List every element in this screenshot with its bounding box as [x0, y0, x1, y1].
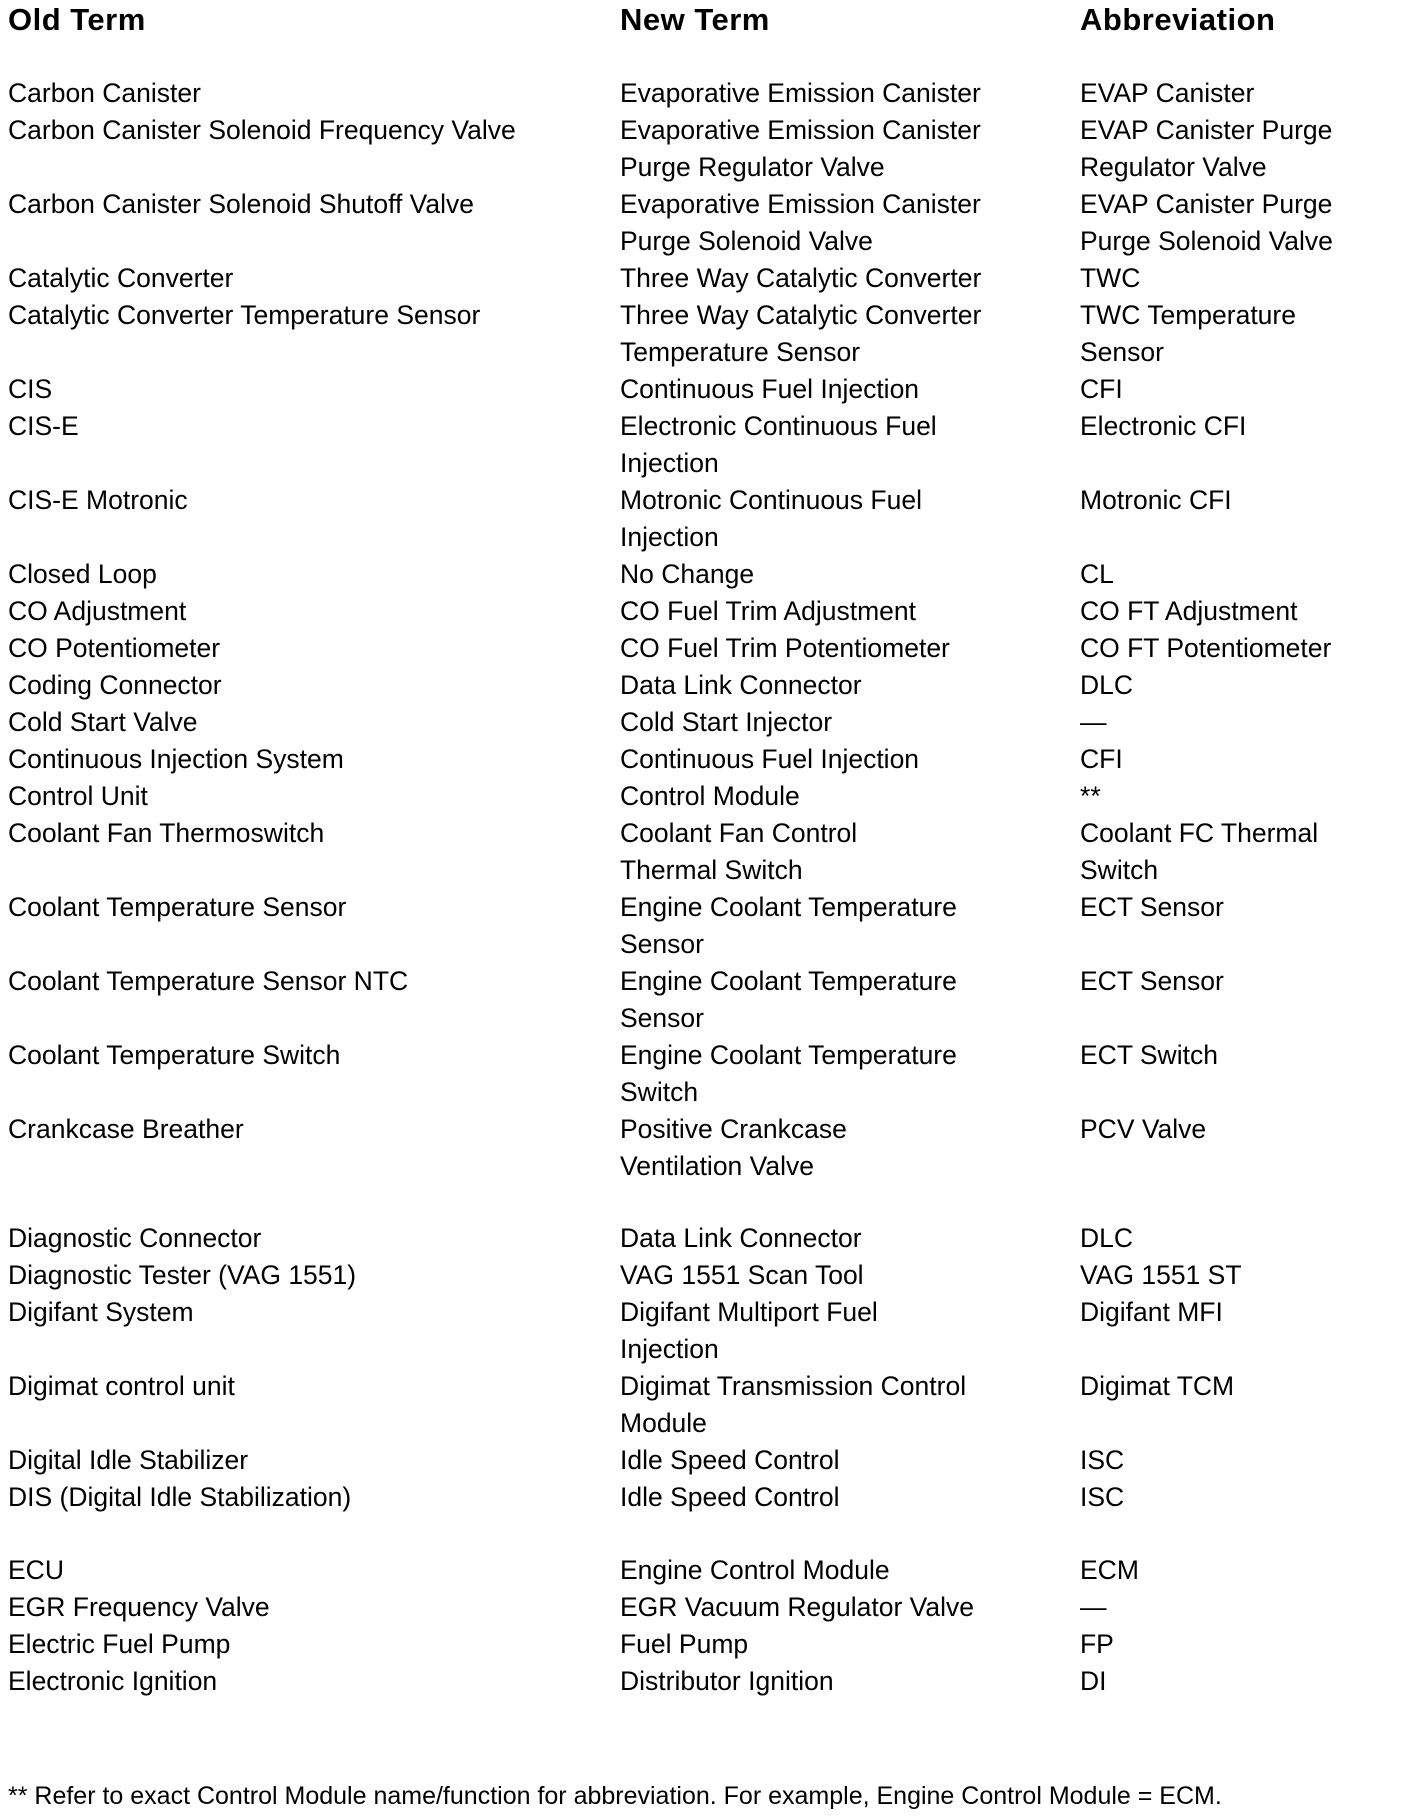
new-term: Engine Coolant Temperature Sensor	[620, 892, 957, 959]
abbreviation: Coolant FC Thermal Switch	[1080, 818, 1319, 885]
old-term: Crankcase Breather	[8, 1114, 244, 1144]
abbreviation: DLC	[1080, 1223, 1134, 1253]
old-term: Electronic Ignition	[8, 1666, 218, 1696]
abbreviation: EVAP Canister Purge Purge Solenoid Valve	[1080, 189, 1333, 256]
old-term: Carbon Canister Solenoid Shutoff Valve	[8, 189, 475, 219]
abbreviation: Digimat TCM	[1080, 1371, 1235, 1401]
old-term: Digifant System	[8, 1297, 194, 1327]
old-term: Control Unit	[8, 781, 148, 811]
new-term: Engine Control Module	[620, 1555, 890, 1585]
abbreviation: DLC	[1080, 670, 1134, 700]
old-term: Cold Start Valve	[8, 707, 198, 737]
new-term: Control Module	[620, 781, 800, 811]
abbreviation: **	[1080, 781, 1101, 811]
abbreviation: FP	[1080, 1629, 1114, 1659]
old-term: Coding Connector	[8, 670, 222, 700]
new-term: No Change	[620, 559, 755, 589]
abbreviation: EVAP Canister	[1080, 78, 1255, 108]
new-term: Data Link Connector	[620, 670, 862, 700]
header-new-term: New Term	[620, 2, 770, 37]
header-abbreviation: Abbreviation	[1080, 2, 1276, 37]
abbreviation: DI	[1080, 1666, 1107, 1696]
old-term: Electric Fuel Pump	[8, 1629, 231, 1659]
old-term: ECU	[8, 1555, 64, 1585]
old-term: Carbon Canister	[8, 78, 201, 108]
header-old-term: Old Term	[8, 2, 146, 37]
footnote: ** Refer to exact Control Module name/function for abbreviation. For example, Engine Control Module = ECM.	[8, 1782, 1222, 1810]
new-term: Engine Coolant Temperature Sensor	[620, 966, 957, 1033]
abbreviation: ECT Sensor	[1080, 892, 1224, 922]
abbreviation: TWC	[1080, 263, 1141, 293]
new-term: Idle Speed Control	[620, 1445, 840, 1475]
new-term: Continuous Fuel Injection	[620, 374, 920, 404]
new-term: Positive Crankcase Ventilation Valve	[620, 1114, 847, 1181]
new-term: Engine Coolant Temperature Switch	[620, 1040, 957, 1107]
new-term: Three Way Catalytic Converter	[620, 263, 982, 293]
abbreviation: TWC Temperature Sensor	[1080, 300, 1296, 367]
old-term: CIS-E	[8, 411, 79, 441]
new-term: CO Fuel Trim Adjustment	[620, 596, 917, 626]
old-term: Coolant Fan Thermoswitch	[8, 818, 325, 848]
new-term: Distributor Ignition	[620, 1666, 834, 1696]
old-term: Closed Loop	[8, 559, 157, 589]
abbreviation: CFI	[1080, 374, 1123, 404]
abbreviation: CL	[1080, 559, 1114, 589]
abbreviation: VAG 1551 ST	[1080, 1260, 1242, 1290]
abbreviation: —	[1080, 707, 1107, 737]
abbreviation: Motronic CFI	[1080, 485, 1232, 515]
new-term: Digifant Multiport Fuel Injection	[620, 1297, 878, 1364]
new-term: Fuel Pump	[620, 1629, 749, 1659]
new-term: Idle Speed Control	[620, 1482, 840, 1512]
new-term: VAG 1551 Scan Tool	[620, 1260, 864, 1290]
old-term: CO Adjustment	[8, 596, 187, 626]
old-term: Coolant Temperature Switch	[8, 1040, 341, 1070]
new-term: Evaporative Emission Canister Purge Regulator Valve	[620, 115, 981, 182]
abbreviation: CO FT Potentiometer	[1080, 633, 1332, 663]
old-term: Coolant Temperature Sensor NTC	[8, 966, 409, 996]
new-term: Continuous Fuel Injection	[620, 744, 920, 774]
abbreviation: ECM	[1080, 1555, 1139, 1585]
new-term: Coolant Fan Control Thermal Switch	[620, 818, 858, 885]
old-term: CIS-E Motronic	[8, 485, 188, 515]
abbreviation: CFI	[1080, 744, 1123, 774]
old-term: CIS	[8, 374, 53, 404]
old-term: Diagnostic Connector	[8, 1223, 262, 1253]
abbreviation: ECT Switch	[1080, 1040, 1218, 1070]
abbreviation: ISC	[1080, 1482, 1125, 1512]
new-term: Motronic Continuous Fuel Injection	[620, 485, 922, 552]
old-term: Catalytic Converter Temperature Sensor	[8, 300, 481, 330]
old-term: Continuous Injection System	[8, 744, 344, 774]
new-term: Digimat Transmission Control Module	[620, 1371, 967, 1438]
abbreviation: Digifant MFI	[1080, 1297, 1223, 1327]
abbreviation: —	[1080, 1592, 1107, 1622]
new-term: CO Fuel Trim Potentiometer	[620, 633, 950, 663]
old-term: Digimat control unit	[8, 1371, 235, 1401]
old-term: Catalytic Converter	[8, 263, 234, 293]
new-term: Data Link Connector	[620, 1223, 862, 1253]
new-term: Evaporative Emission Canister	[620, 78, 981, 108]
new-term: Electronic Continuous Fuel Injection	[620, 411, 937, 478]
old-term: EGR Frequency Valve	[8, 1592, 270, 1622]
new-term: EGR Vacuum Regulator Valve	[620, 1592, 974, 1622]
abbreviation: ECT Sensor	[1080, 966, 1224, 996]
old-term: CO Potentiometer	[8, 633, 221, 663]
new-term: Three Way Catalytic Converter Temperature Sensor	[620, 300, 982, 367]
abbreviation: EVAP Canister Purge Regulator Valve	[1080, 115, 1333, 182]
abbreviation: ISC	[1080, 1445, 1125, 1475]
abbreviation: PCV Valve	[1080, 1114, 1207, 1144]
old-term: Digital Idle Stabilizer	[8, 1445, 249, 1475]
old-term: Diagnostic Tester (VAG 1551)	[8, 1260, 357, 1290]
new-term: Evaporative Emission Canister Purge Solenoid Valve	[620, 189, 981, 256]
abbreviation: Electronic CFI	[1080, 411, 1247, 441]
new-term: Cold Start Injector	[620, 707, 833, 737]
old-term: DIS (Digital Idle Stabilization)	[8, 1482, 352, 1512]
abbreviation: CO FT Adjustment	[1080, 596, 1298, 626]
table-header	[0, 0, 1408, 60]
old-term: Carbon Canister Solenoid Frequency Valve	[8, 115, 516, 145]
old-term: Coolant Temperature Sensor	[8, 892, 347, 922]
